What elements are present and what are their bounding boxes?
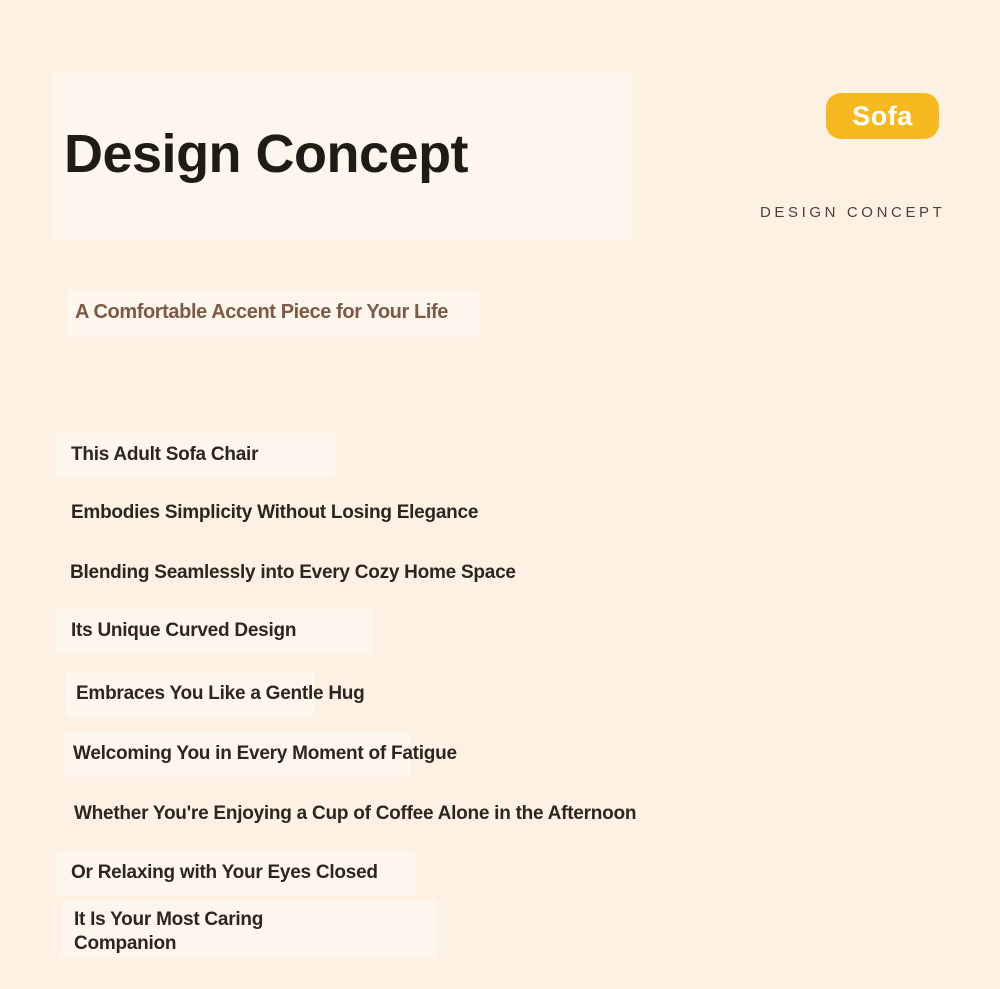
category-badge-label: Sofa <box>852 100 913 131</box>
body-line: It Is Your Most Caring Companion <box>74 909 264 954</box>
body-line: This Adult Sofa Chair <box>71 444 259 465</box>
category-badge <box>826 93 939 139</box>
body-line: Embodies Simplicity Without Losing Elegance <box>71 502 479 523</box>
body-line: Or Relaxing with Your Eyes Closed <box>71 862 378 883</box>
page-title: Design Concept <box>64 124 469 184</box>
body-line: Embraces You Like a Gentle Hug <box>76 683 365 704</box>
body-line: Its Unique Curved Design <box>71 620 297 641</box>
subtitle: A Comfortable Accent Piece for Your Life <box>75 301 448 323</box>
body-line: Welcoming You in Every Moment of Fatigue <box>73 743 457 764</box>
section-label: DESIGN CONCEPT <box>760 204 946 221</box>
body-line: Whether You're Enjoying a Cup of Coffee Alone in the Afternoon <box>74 803 637 824</box>
body-line: Blending Seamlessly into Every Cozy Home Space <box>70 562 516 583</box>
